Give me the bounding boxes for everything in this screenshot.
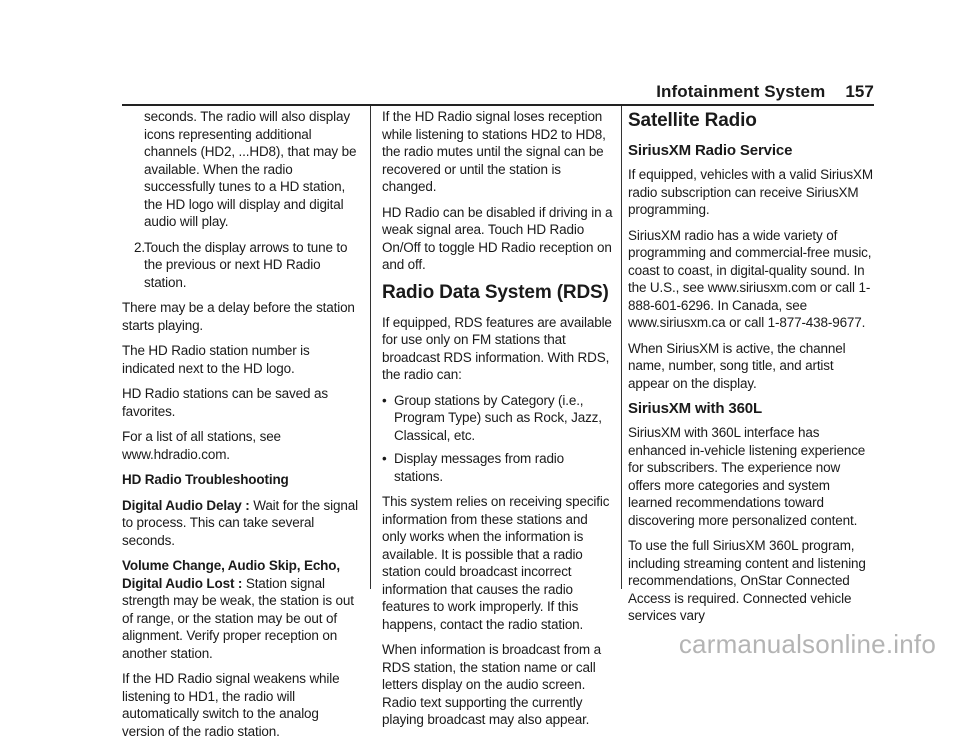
- column-2: [382, 108, 614, 737]
- column-1: [122, 108, 362, 748]
- term-description: Station signal strength may be weak, the station is out of range, or the station may be out of alignment. Verify proper reception on another station.: [122, 575, 354, 661]
- paragraph-delay: There may be a delay before the station starts playing.: [122, 300, 355, 333]
- paragraph-favorites: HD Radio stations can be saved as favorites.: [122, 386, 328, 419]
- paragraph-active: When SiriusXM is active, the channel name, number, song title, and artist appear on the display.: [628, 340, 846, 391]
- watermark: carmanualsonline.info: [678, 629, 936, 659]
- column-3: [628, 108, 874, 633]
- paragraph-broadcast: When information is broadcast from a RDS station, the station name or call letters display on the audio screen. Radio text supporting the currently playing broadcast may also appear.: [382, 642, 601, 727]
- step-number: 2.: [134, 239, 145, 255]
- section-title: Infotainment System: [656, 82, 826, 101]
- paragraph-equipped: If equipped, vehicles with a valid SiriusXM radio subscription can receive SiriusXM programming.: [628, 167, 873, 217]
- troubleshooting-heading: HD Radio Troubleshooting: [122, 472, 289, 487]
- step-text: Touch the display arrows to tune to the previous or next HD Radio station.: [144, 239, 348, 290]
- column-divider-2: [621, 106, 622, 589]
- paragraph-loses-reception: If the HD Radio signal loses reception while listening to stations HD2 to HD8, the radio mutes until the signal can be recovered or until the station is changed.: [382, 109, 606, 194]
- list-item: • Display messages from radio stations.: [382, 450, 614, 485]
- paragraph-station-number: The HD Radio station number is indicated next to the HD logo.: [122, 343, 310, 376]
- continued-paragraph: seconds. The radio will also display icons representing additional channels (HD2, ...HD8), that may be available. When the radio successfully tunes to a HD station, the HD logo will display and digital audio will play.: [144, 109, 357, 229]
- paragraph-360l: SiriusXM with 360L interface has enhanced in-vehicle listening experience for subscribers. The experience now offers more categories and system learned recommendations toward discovering more personalized content.: [628, 425, 866, 528]
- paragraph-weakens: If the HD Radio signal weakens while listening to HD1, the radio will automatically switch to the analog version of the radio station.: [122, 671, 340, 739]
- paragraph-disabled: HD Radio can be disabled if driving in a weak signal area. Touch HD Radio On/Off to toggle HD Radio reception on and off.: [382, 204, 613, 272]
- page-header: [656, 82, 874, 102]
- column-divider-1: [370, 106, 371, 589]
- troubleshooting-item-1: [122, 497, 362, 550]
- term-label: Volume Change, Audio Skip, Echo, Digital Audio Lost :: [122, 558, 340, 591]
- satellite-radio-heading: Satellite Radio: [628, 110, 757, 131]
- paragraph-rds-intro: If equipped, RDS features are available for use only on FM stations that broadcast RDS information. With RDS, the radio can:: [382, 314, 612, 382]
- list-item: • Group stations by Category (i.e., Program Type) such as Rock, Jazz, Classical, etc.: [382, 392, 614, 445]
- paragraph-variety: SiriusXM radio has a wide variety of programming and commercial-free music, coast to coast, in digital-quality sound. In the U.S., see www.siriusxm.com or call 1-888-601-6296. In Canada, see www.siriusxm.ca or call 1-877-438-9677.: [628, 227, 872, 330]
- step-2: [122, 239, 362, 292]
- paragraph-full-program: To use the full SiriusXM 360L program, including streaming content and listening recommendations, OnStar Connected Access is required. Connected vehicle services vary: [628, 538, 866, 623]
- paragraph-relies: This system relies on receiving specific information from these stations and only works when the information is available. It is possible that a radio station could broadcast incorrect information that causes the radio features to work improperly. If this happens, contact the radio station.: [382, 494, 610, 632]
- page-number: 157: [845, 82, 874, 101]
- rds-heading: Radio Data System (RDS): [382, 281, 609, 303]
- siriusxm-service-heading: SiriusXM Radio Service: [628, 142, 793, 159]
- siriusxm-360l-heading: SiriusXM with 360L: [628, 400, 762, 417]
- paragraph-station-list: For a list of all stations, see www.hdradio.com.: [122, 429, 281, 462]
- troubleshooting-item-2: [122, 557, 362, 662]
- header-rule: [122, 104, 874, 106]
- term-label: Digital Audio Delay :: [122, 497, 250, 513]
- rds-feature-list: [382, 392, 614, 486]
- term-description: Wait for the signal to process. This can take several seconds.: [122, 497, 358, 548]
